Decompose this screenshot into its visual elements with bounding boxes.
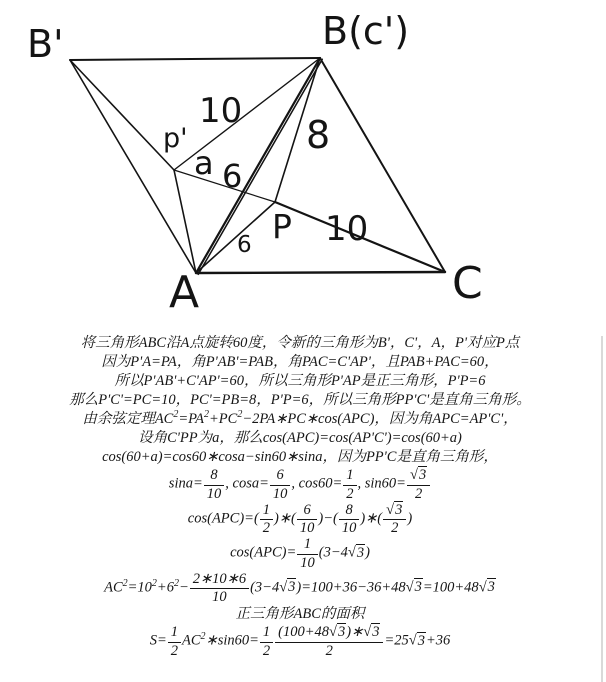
superscript: 2 xyxy=(200,631,206,643)
sqrt-expression: √3 xyxy=(279,579,296,596)
solution-line-6: 设角C'PP为a，那么cos(APC)=cos(AP'C')=cos(60+a) xyxy=(138,430,462,446)
vertex-label-b-prime: B' xyxy=(27,22,64,66)
fraction: $\frac{1}{2}$ xyxy=(167,624,182,659)
fraction: $\frac{1}{10}$ xyxy=(296,536,319,571)
edge-A-C xyxy=(196,272,445,273)
edge-A-P xyxy=(196,202,275,273)
solution-text-block xyxy=(0,334,600,659)
solution-line-4: 那么P'C'=PC=10，PC'=PB=8，P'P=6，所以三角形PP'C'是直角三角形。 xyxy=(69,392,531,408)
solution-line-10: cos(APC)= $\frac{1}{10}$ (3−4√3) xyxy=(230,536,370,571)
geometry-figure xyxy=(0,0,606,334)
vertex-label-c: C xyxy=(452,258,483,309)
solution-line-1: 将三角形ABC沿A点旋转60度，令新的三角形为B'，C'，A，P'对应P点 xyxy=(80,335,520,351)
fraction: $\frac{(100+48√3)∗√3}{2}$ xyxy=(274,624,384,659)
solution-line-5: 由余弦定理$AC^2=PA^2+PC^2-2PA∗PC∗\cos(APC)$，因为角APC=AP'C'， xyxy=(82,409,518,427)
fraction: $\frac{1}{2}$ xyxy=(259,624,274,659)
solution-line-2: 因为P'A=PA，角P'AB'=PAB，角PAC=C'AP'，且PAB+PAC=60， xyxy=(101,354,499,370)
vertex-label-a: A xyxy=(169,267,200,318)
fraction: $\frac{6}{10}$ xyxy=(269,467,292,502)
solution-line-7: cos(60+a)=cos60∗cosa−sin60∗sina，因为PP'C是直角三角形， xyxy=(102,449,498,465)
sqrt-expression: √3 xyxy=(347,544,365,561)
edge-label-bp-8: 8 xyxy=(306,113,331,157)
edge-label-pprimep-6: 6 xyxy=(222,157,243,195)
superscript: 2 xyxy=(204,409,209,421)
superscript: 2 xyxy=(122,577,128,589)
superscript: 2 xyxy=(173,577,179,589)
solution-line-9: cos(APC)=( $\frac{1}{2}$ )∗( $\frac{6}{10}$ )−( $\frac{8}{10}$ )∗( $\frac{√3}{2}$ ) xyxy=(187,501,413,537)
fraction: $\frac{8}{10}$ xyxy=(203,467,226,502)
edge-label-ap-6: 6 xyxy=(237,232,252,258)
solution-line-3: 所以P'AB'+C'AP'=60，所以三角形P'AP是正三角形，P'P=6 xyxy=(114,373,486,389)
sqrt-expression: √3 xyxy=(329,624,346,641)
solution-line-11: $AC^2=10^2+6^2-$ $\frac{2∗10∗6}{10}$ (3−4√3)=100+36−36+48√3=100+48√3 xyxy=(104,570,495,606)
edge-label-pc-10: 10 xyxy=(325,209,369,249)
fraction: $\frac{√3}{2}$ xyxy=(382,502,407,537)
sqrt-expression: √3 xyxy=(363,624,380,641)
superscript: 2 xyxy=(151,577,157,589)
vertex-label-p-prime: p' xyxy=(163,123,188,154)
vertex-label-p: P xyxy=(272,207,292,246)
fraction: $\frac{√3}{2}$ xyxy=(406,467,431,502)
sqrt-expression: √3 xyxy=(478,579,495,596)
sqrt-expression: √3 xyxy=(408,632,425,649)
angle-label-a: a xyxy=(194,144,214,182)
edge-Bprime-B xyxy=(70,58,320,60)
edge-Bprime-Pprime xyxy=(70,60,174,170)
superscript: 2 xyxy=(237,409,243,421)
sqrt-expression: √3 xyxy=(409,467,427,483)
vertex-label-b-cprime: B(c') xyxy=(322,9,410,53)
edge-Bprime-A xyxy=(70,60,196,273)
superscript: 2 xyxy=(173,409,179,421)
solution-line-8: sina= $\frac{8}{10}$ , cosa= $\frac{6}{10}$ , cos60= $\frac{1}{2}$ , sin60= $\frac{√3}{2}$ xyxy=(0,467,600,502)
sqrt-expression: √3 xyxy=(386,501,403,518)
fraction: $\frac{2∗10∗6}{10}$ xyxy=(189,571,250,606)
text-panel-right-border xyxy=(601,336,603,682)
solution-line-12: 正三角形ABC的面积 xyxy=(235,606,365,623)
solution-line-13: S= $\frac{1}{2}$ $AC^2∗\sin 60=$ $\frac{1}{2}$ $\frac{(100+48√3)∗√3}{2}$ =25√3+36 xyxy=(149,624,451,660)
edge-Pprime-A xyxy=(174,170,196,273)
fraction: $\frac{6}{10}$ xyxy=(296,502,319,537)
fraction: $\frac{8}{10}$ xyxy=(338,502,361,537)
sqrt-expression: √3 xyxy=(405,579,422,596)
fraction: $\frac{1}{2}$ xyxy=(342,467,357,502)
fraction: $\frac{1}{2}$ xyxy=(259,502,274,537)
edge-label-bpprime-10: 10 xyxy=(199,91,243,131)
